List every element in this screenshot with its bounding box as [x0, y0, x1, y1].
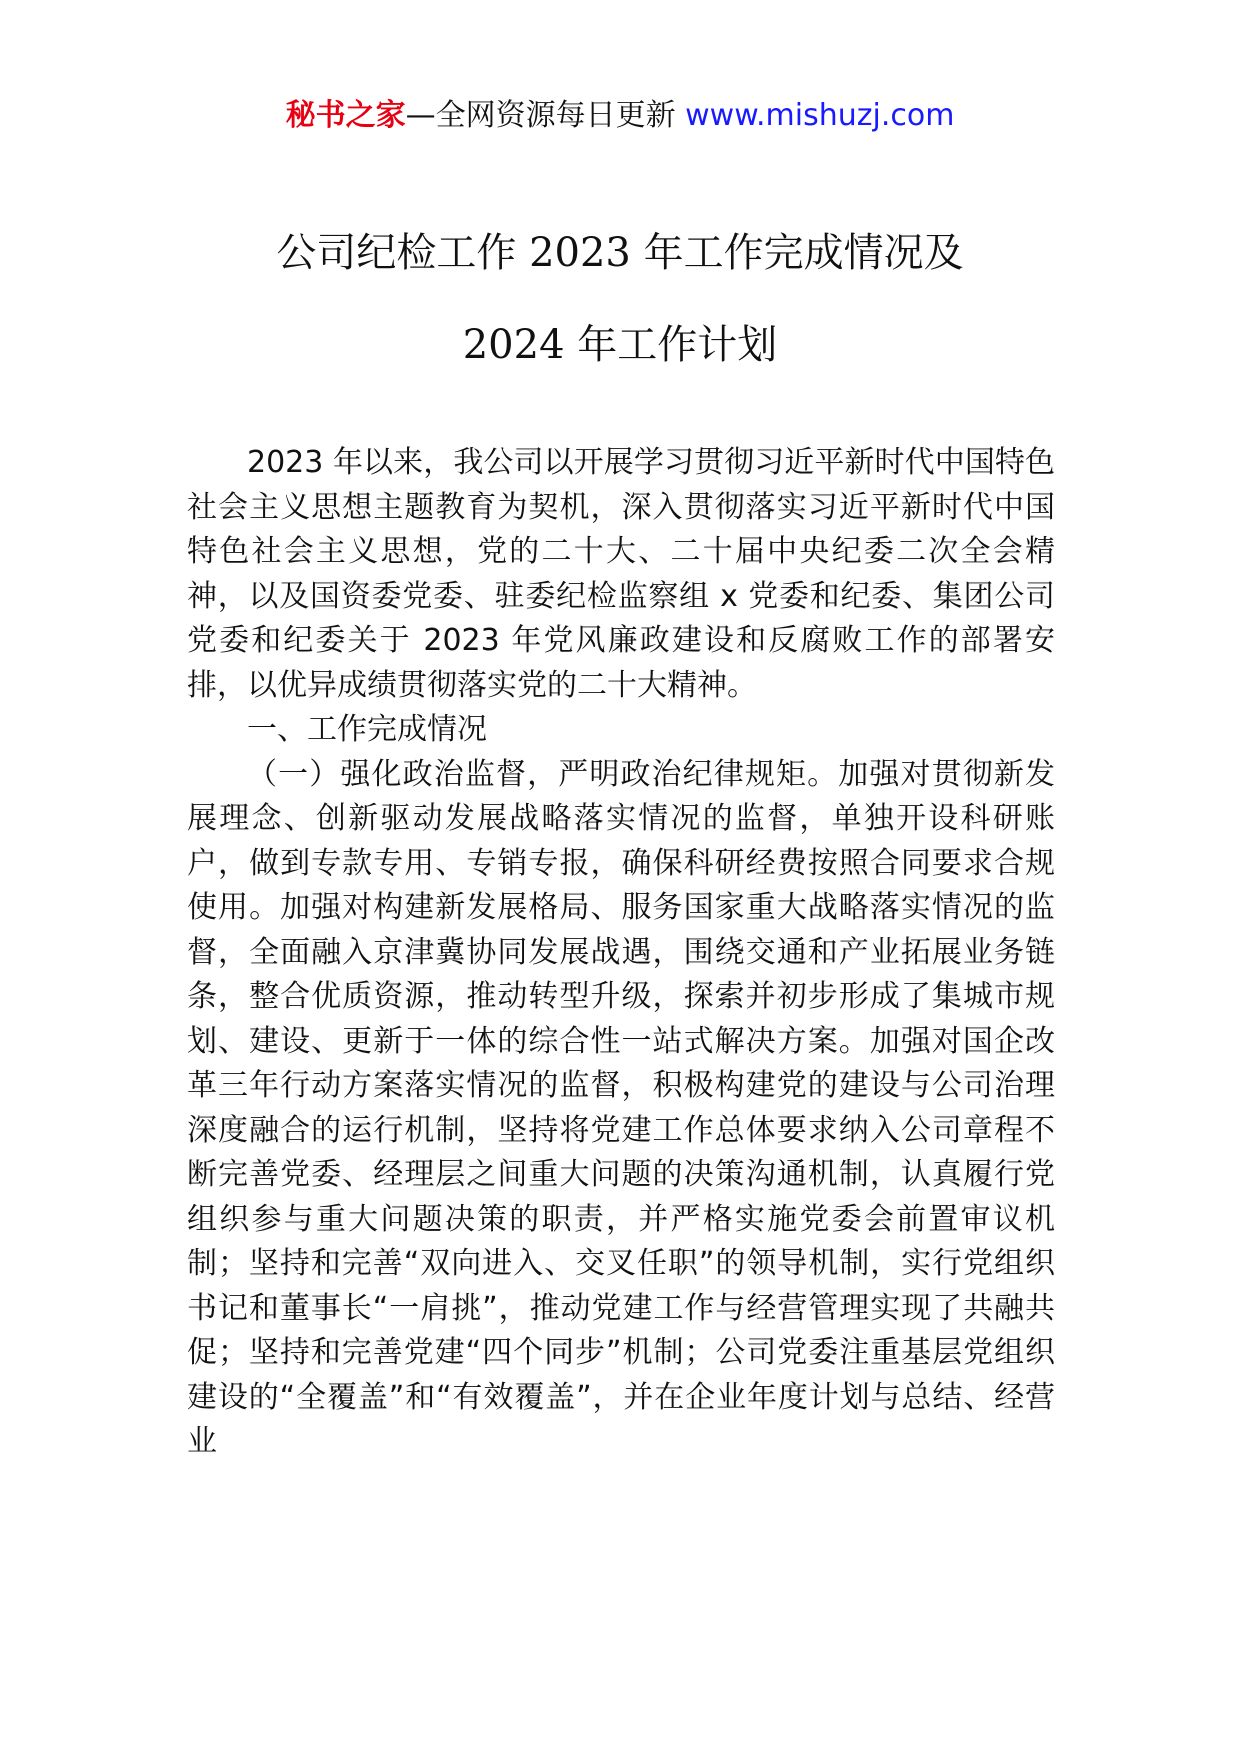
- site-header: [0, 96, 1240, 136]
- document-body: [187, 441, 1055, 1465]
- header-slogan: —全网资源每日更新: [405, 98, 676, 133]
- header-url-link[interactable]: www.mishuzj.com: [685, 98, 955, 133]
- intro-paragraph: 2023 年以来，我公司以开展学习贯彻习近平新时代中国特色社会主义思想主题教育为契机，深入贯彻落实习近平新时代中国特色社会主义思想，党的二十大、二十届中央纪委二次全会精神，以及国资委党委、驻委纪检监察组 x 党委和纪委、集团公司党委和纪委关于 2023 年党风廉政建设和反腐败工作的部署安排，以优异成绩贯彻落实党的二十大精神。: [187, 445, 1055, 703]
- brand-name: 秘书之家: [285, 98, 406, 133]
- subsection-paragraph: （一）强化政治监督，严明政治纪律规矩。加强对贯彻新发展理念、创新驱动发展战略落实情况的监督，单独开设科研账户，做到专款专用、专销专报，确保科研经费按照合同要求合规使用。加强对构建新发展格局、服务国家重大战略落实情况的监督，全面融入京津冀协同发展战遇，围绕交通和产业拓展业务链条，整合优质资源，推动转型升级，探索并初步形成了集城市规划、建设、更新于一体的综合性一站式解决方案。加强对国企改革三年行动方案落实情况的监督，积极构建党的建设与公司治理深度融合的运行机制，坚持将党建工作总体要求纳入公司章程不断完善党委、经理层之间重大问题的决策沟通机制，认真履行党组织参与重大问题决策的职责，并严格实施党委会前置审议机制；坚持和完善“双向进入、交叉任职”的领导机制，实行党组织书记和董事长“一肩挑”，推动党建工作与经营管理实现了共融共促；坚持和完善党建“四个同步”机制；公司党委注重基层党组织建设的“全覆盖”和“有效覆盖”，并在企业年度计划与总结、经营业: [187, 756, 1055, 1459]
- document-title: [0, 228, 1240, 370]
- title-line-2: 2024 年工作计划: [462, 322, 778, 368]
- title-line-1: 公司纪检工作 2023 年工作完成情况及: [276, 230, 964, 276]
- section-heading: 一、工作完成情况: [247, 712, 487, 747]
